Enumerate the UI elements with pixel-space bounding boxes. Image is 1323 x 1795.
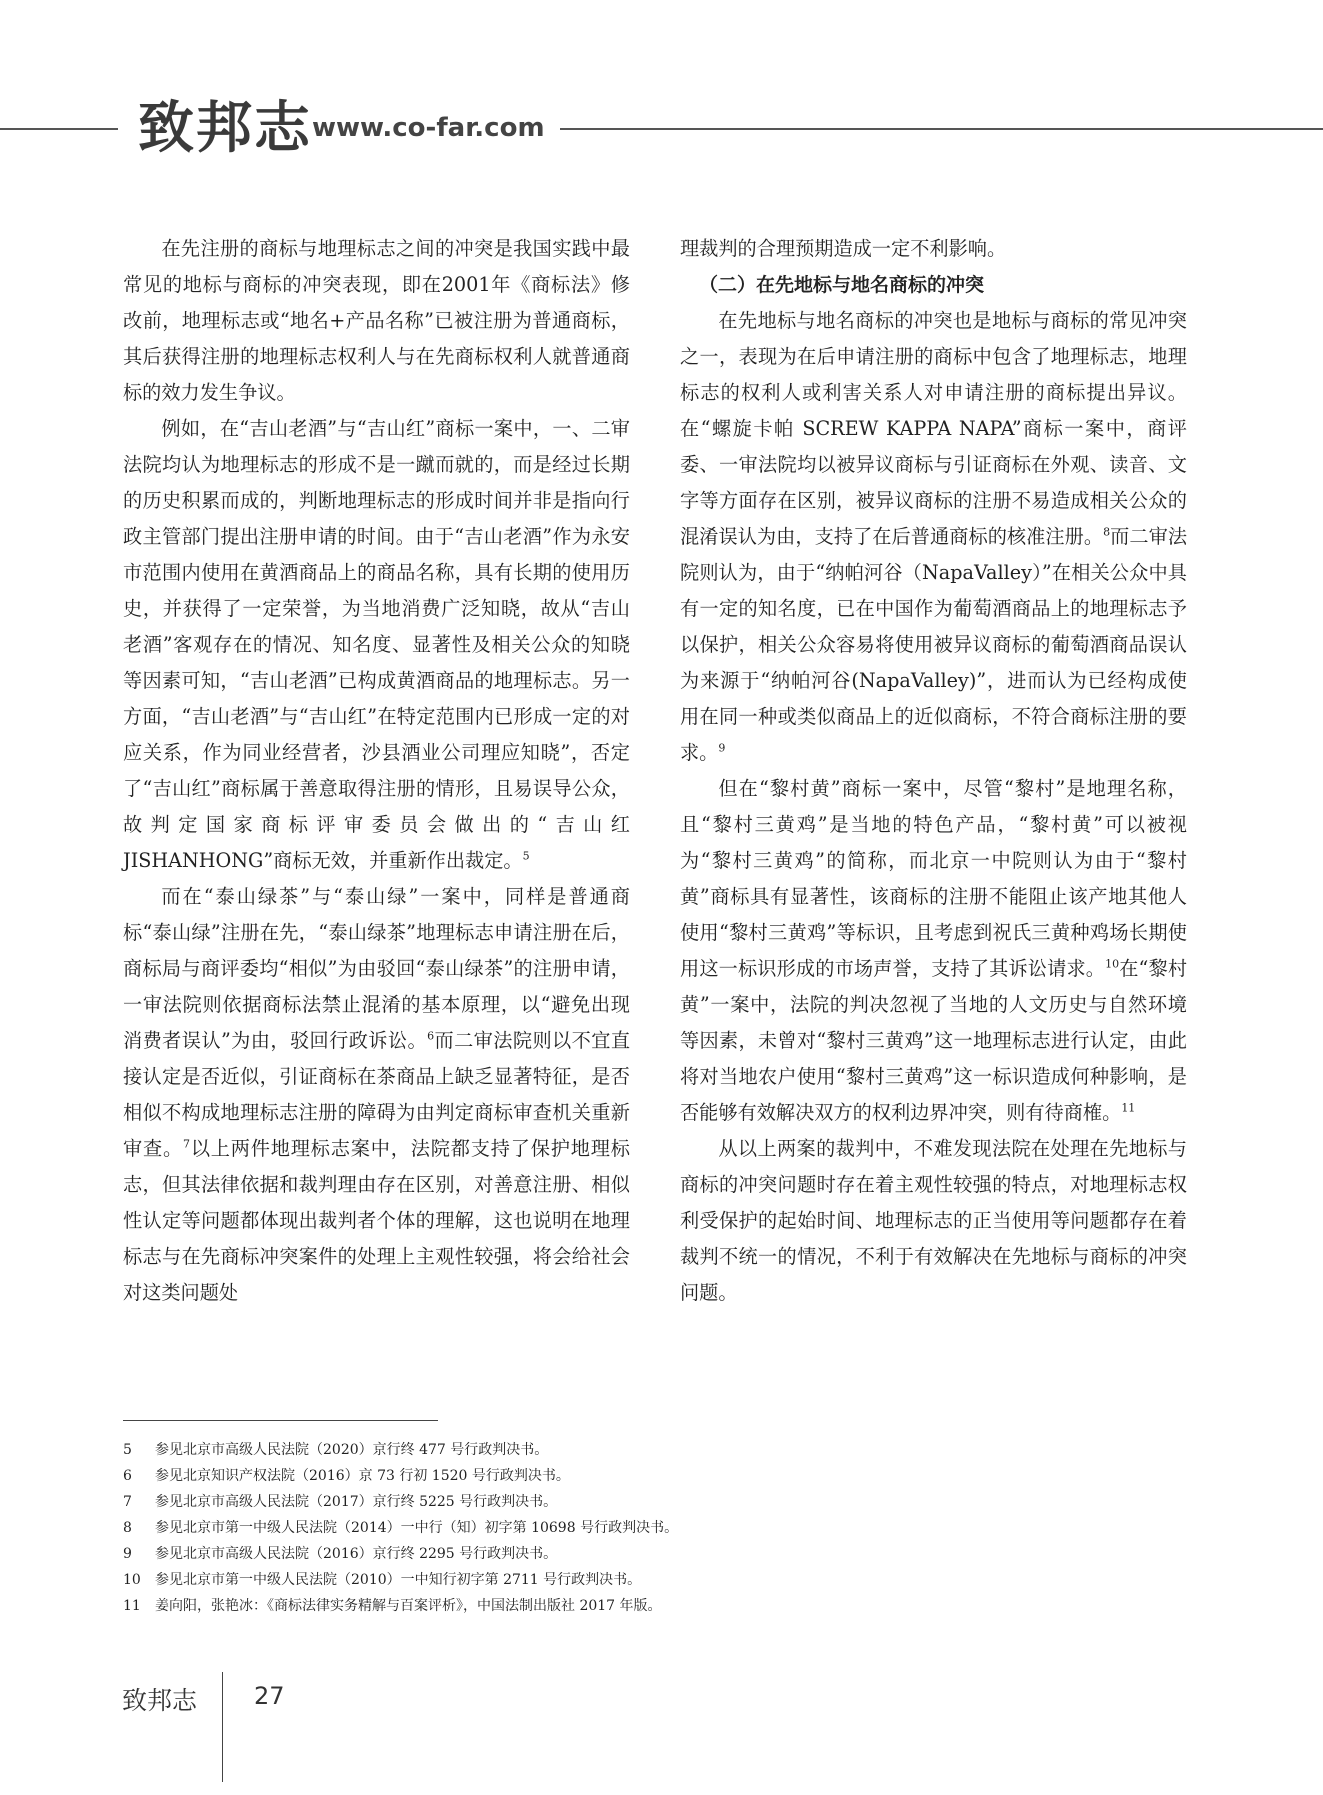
header-rule-right: [560, 128, 1323, 130]
paragraph: 从以上两案的裁判中，不难发现法院在处理在先地标与商标的冲突问题时存在着主观性较强的特点，对地理标志权利受保护的起始时间、地理标志的正当使用等问题都存在着裁判不统一的情况，不利于有效解决在先地标与商标的冲突问题。: [680, 1137, 1187, 1304]
paragraph: 在先注册的商标与地理标志之间的冲突是我国实践中最常见的地标与商标的冲突表现，即在2001年《商标法》修改前，地理标志或“地名+产品名称”已被注册为普通商标，其后获得注册的地理标志权利人与在先商标权利人就普通商标的效力发生争议。: [123, 237, 630, 404]
page-number: 27: [254, 1682, 285, 1710]
footnote-ref: 9: [718, 741, 726, 755]
footnote: 7 参见北京市高级人民法院（2017）京行终 5225 号行政判决书。: [123, 1494, 558, 1510]
footnote-ref: 10: [1105, 957, 1120, 971]
paragraph: 理裁判的合理预期造成一定不利影响。: [680, 237, 1007, 260]
footnote: 6 参见北京知识产权法院（2016）京 73 行初 1520 号行政判决书。: [123, 1468, 570, 1484]
footnote: 9 参见北京市高级人民法院（2016）京行终 2295 号行政判决书。: [123, 1546, 558, 1562]
footnote-ref: 5: [522, 849, 530, 863]
section-heading: （二）在先地标与地名商标的冲突: [699, 274, 985, 296]
paragraph: 而在“泰山绿茶”与“泰山绿”一案中，同样是普通商标“泰山绿”注册在先，“泰山绿茶”地理标志申请注册在后，商标局与商评委均“相似”为由驳回“泰山绿茶”的注册申请，一审法院则依据商标法禁止混淆的基本原理，以“避免出现消费者误认”为由，驳回行政诉讼。$^6$而二审法院则以不宜直接认定是否近似，引证商标在茶商品上缺乏显著特征，是否相似不构成地理标志注册的障碍为由判定商标审查机关重新审查。$^7$以上两件地理标志案中，法院都支持了保护地理标志，但其法律依据和裁判理由存在区别，对善意注册、相似性认定等问题都体现出裁判者个体的理解，这也说明在地理标志与在先商标冲突案件的处理上主观性较强，将会给社会对这类问题处: [123, 885, 631, 1304]
paragraph: 但在“黎村黄”商标一案中，尽管“黎村”是地理名称，且“黎村三黄鸡”是当地的特色产品，“黎村黄”可以被视为“黎村三黄鸡”的简称，而北京一中院则认为由于“黎村黄”商标具有显著性，该商标的注册不能阻止该产地其他人使用“黎村三黄鸡”等标识，且考虑到祝氏三黄种鸡场长期使用这一标识形成的市场声誉，支持了其诉讼请求。$^{10}$在“黎村黄”一案中，法院的判决忽视了当地的人文历史与自然环境等因素，未曾对“黎村三黄鸡”这一地理标志进行认定，由此将对当地农户使用“黎村三黄鸡”这一标识造成何种影响，是否能够有效解决双方的权利边界冲突，则有待商榷。$^{11}$: [680, 777, 1188, 1124]
footnote-divider: [123, 1420, 438, 1421]
left-column: [123, 231, 630, 1311]
footnote-ref: 11: [1121, 1101, 1136, 1115]
footer-divider: [222, 1672, 223, 1782]
footnotes: [123, 1437, 1203, 1619]
paragraph: 在先地标与地名商标的冲突也是地标与商标的常见冲突之一，表现为在后申请注册的商标中包含了地理标志，地理标志的权利人或利害关系人对申请注册的商标提出异议。在“螺旋卡帕 SCREW KAPPA NAPA”商标一案中，商评委、一审法院均以被异议商标与引证商标在外观、读音、文字等方面存在区别，被异议商标的注册不易造成相关公众的混淆误认为由，支持了在后普通商标的核准注册。$^8$而二审法院则认为，由于“纳帕河谷（NapaValley）”在相关公众中具有一定的知名度，已在中国作为葡萄酒商品上的地理标志予以保护，相关公众容易将使用被异议商标的葡萄酒商品误认为来源于“纳帕河谷(NapaValley)”，进而认为已经构成使用在同一种或类似商品上的近似商标，不符合商标注册的要求。$^9$: [680, 309, 1188, 764]
footnote-ref: 8: [1103, 525, 1111, 539]
right-column: [680, 231, 1187, 1311]
footnote: 5 参见北京市高级人民法院（2020）京行终 477 号行政判决书。: [123, 1442, 549, 1458]
page-header: [0, 96, 1323, 166]
footnote-ref: 6: [427, 1029, 435, 1043]
footnote: 11 姜向阳，张艳冰：《商标法律实务精解与百案评析》，中国法制出版社 2017 年版。: [123, 1598, 662, 1614]
website-url: www.co-far.com: [312, 113, 545, 143]
footnote: 8 参见北京市第一中级人民法院（2014）一中行（知）初字第 10698 号行政判决书。: [123, 1520, 679, 1536]
paragraph: 例如，在“吉山老酒”与“吉山红”商标一案中，一、二审法院均认为地理标志的形成不是一蹴而就的，而是经过长期的历史积累而成的，判断地理标志的形成时间并非是指向行政主管部门提出注册申请的时间。由于“吉山老酒”作为永安市范围内使用在黄酒商品上的商品名称，具有长期的使用历史，并获得了一定荣誉，为当地消费广泛知晓，故从“吉山老酒”客观存在的情况、知名度、显著性及相关公众的知晓等因素可知，“吉山老酒”已构成黄酒商品的地理标志。另一方面，“吉山老酒”与“吉山红”在特定范围内已形成一定的对应关系，作为同业经营者，沙县酒业公司理应知晓”，否定了“吉山红”商标属于善意取得注册的情形，且易误导公众，故判定国家商标评审委员会做出的“吉山红 JISHANHONG”商标无效，并重新作出裁定。$^5$: [123, 417, 630, 872]
footer-brand: 致邦志: [122, 1686, 198, 1715]
header-rule-left: [0, 128, 118, 130]
footnote: 10 参见北京市第一中级人民法院（2010）一中知行初字第 2711 号行政判决书。: [123, 1572, 642, 1588]
brand-logo: 致邦志: [138, 95, 312, 161]
footnote-ref: 7: [183, 1137, 190, 1151]
